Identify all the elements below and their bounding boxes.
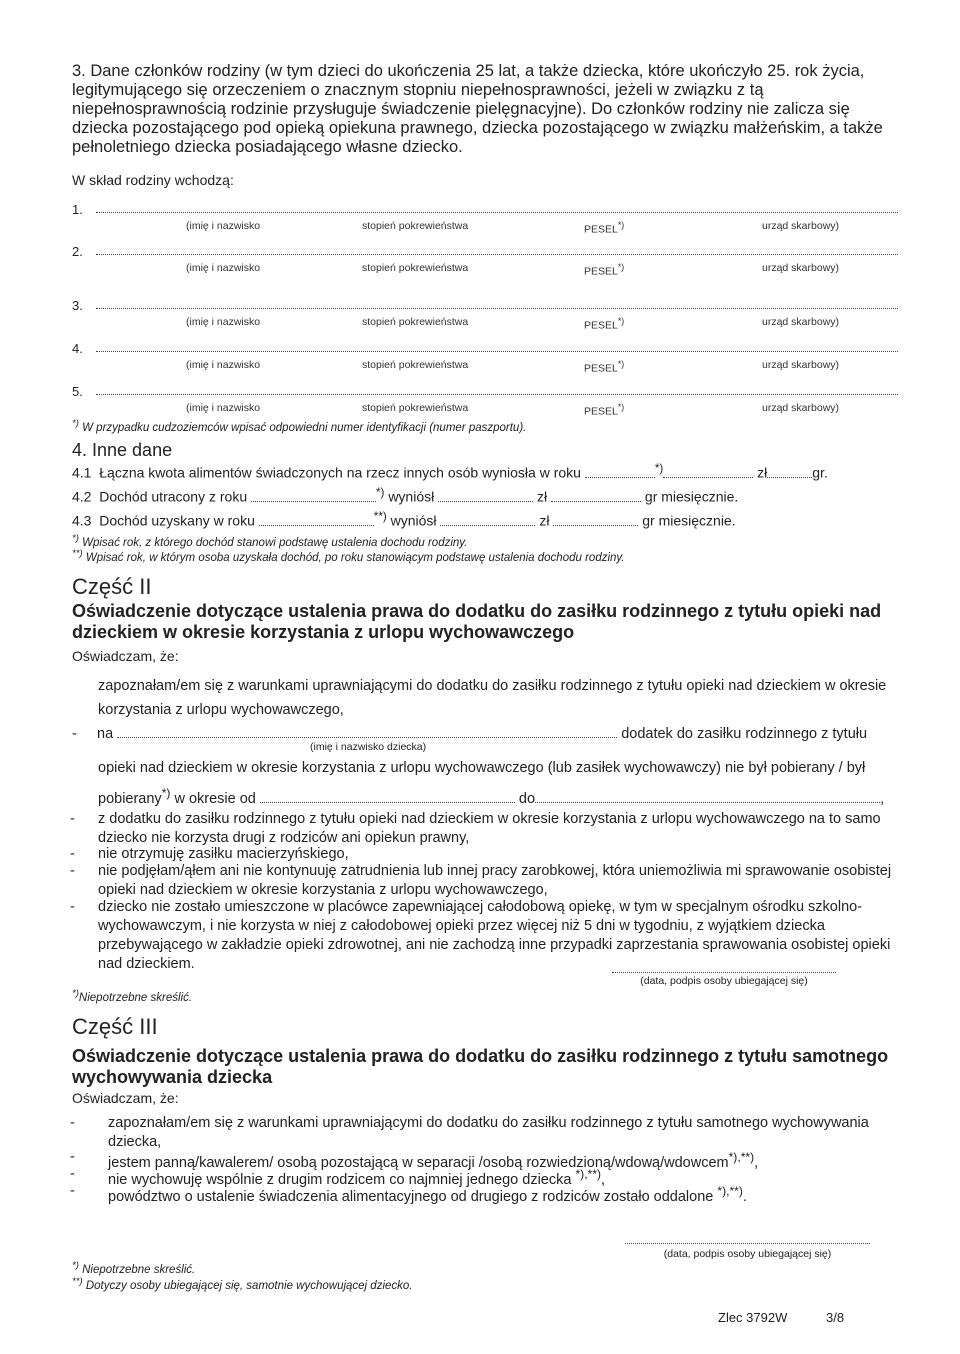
section3-text: 3. Dane członków rodziny (w tym dzieci do ukończenia 25 lat, a także dziecka, które ukończyło 25. rok życia, legitymującego się orzeczeniem o znacznym stopniu niepełnosprawności, jeżeli w związku z tą niepełnosprawnością rodzinie przysługuje świadczenie pielęgnacyjne). Do członków rodziny nie zalicza się dziecka pozostającego pod opieką opiekuna prawnego, dziecka pozostającego w związku małżeńskim, a także pełnoletniego dziecka posiadającego własne dziecko. xyxy=(72,62,883,156)
member-entry-field[interactable] xyxy=(96,254,898,255)
year-field[interactable] xyxy=(585,476,655,478)
page-number: 3/8 xyxy=(826,1310,845,1325)
amount-zl-field[interactable] xyxy=(438,500,533,502)
section4-footnote-2: **) Wpisać rok, w którym osoba uzyskała dochód, po roku stanowiącym podstawę ustalenia dochodu rodziny. xyxy=(72,548,625,564)
label-pesel: PESEL*) xyxy=(584,402,625,418)
part3-bullet-1: - zapoznałam/em się z warunkami uprawniającymi do dodatku do zasiłku rodzinnego z tytułu samotnego wychowywania dziecka, xyxy=(70,1115,869,1150)
family-intro: W skład rodziny wchodzą: xyxy=(72,172,234,188)
label-pesel: PESEL*) xyxy=(584,220,625,236)
amount-zl-field[interactable] xyxy=(663,476,753,478)
member-number: 4. xyxy=(72,341,83,356)
member-entry-field[interactable] xyxy=(96,212,898,213)
row-4-2: 4.2 Dochód utracony z roku *) wyniósł zł gr miesięcznie. xyxy=(72,486,739,505)
label-relation: stopień pokrewieństwa xyxy=(362,359,469,371)
label-office: urząd skarbowy) xyxy=(762,316,840,328)
part3-bullet-3: - nie wychowuję wspólnie z drugim rodzicem co najmniej jednego dziecka *),**), xyxy=(70,1166,606,1188)
part3-intro: Oświadczam, że: xyxy=(72,1090,179,1106)
form-code: Zlec 3792W xyxy=(718,1310,788,1325)
part3-title: Część III xyxy=(72,1014,158,1039)
label-office: urząd skarbowy) xyxy=(762,402,840,414)
part2-signature-label: (data, podpis osoby ubiegającej się) xyxy=(640,975,808,987)
amount-gr-field[interactable] xyxy=(767,476,812,478)
label-pesel: PESEL*) xyxy=(584,359,625,375)
row-4-3: 4.3 Dochód uzyskany w roku **) wyniósł zł gr miesięcznie. xyxy=(72,510,736,529)
member-entry-field[interactable] xyxy=(96,394,898,395)
label-name: (imię i nazwisko xyxy=(186,402,261,414)
part2-bullet-2: - na dodatek do zasiłku rodzinnego z tytułu xyxy=(72,726,868,742)
label-name: (imię i nazwisko xyxy=(186,262,261,274)
part2-heading: Oświadczenie dotyczące ustalenia prawa do dodatku do zasiłku rodzinnego z tytułu opieki nad dzieckiem w okresie korzystania z urlopu wychowawczego xyxy=(72,601,882,642)
label-office: urząd skarbowy) xyxy=(762,220,840,232)
part2-title: Część II xyxy=(72,574,152,599)
part2-bullet-2-line3: pobierany*) w okresie od do , xyxy=(98,786,885,807)
member-number: 3. xyxy=(72,298,83,313)
label-name: (imię i nazwisko xyxy=(186,316,261,328)
part3-signature-field[interactable] xyxy=(625,1243,870,1244)
part2-bullet-2-line2: opieki nad dzieckiem w okresie korzystania z urlopu wychowawczego (lub zasiłek wychowawczy) nie był pobierany / był xyxy=(98,760,866,776)
part2-bullet-3: - z dodatku do zasiłku rodzinnego z tytułu opieki nad dzieckiem w okresie korzystania z urlopu wychowawczego na to samo dziecko nie korzysta drugi z rodziców ani opiekun prawny, xyxy=(70,811,881,846)
label-office: urząd skarbowy) xyxy=(762,262,840,274)
amount-gr-field[interactable] xyxy=(553,524,638,526)
period-to-field[interactable] xyxy=(535,801,880,803)
year-field[interactable] xyxy=(251,500,376,502)
section3-footnote: *) W przypadku cudzoziemców wpisać odpowiedni numer identyfikacji (numer paszportu). xyxy=(72,418,527,434)
amount-gr-field[interactable] xyxy=(551,500,641,502)
member-entry-field[interactable] xyxy=(96,308,898,309)
label-pesel: PESEL*) xyxy=(584,262,625,278)
child-name-label: (imię i nazwisko dziecka) xyxy=(310,741,427,753)
member-number: 2. xyxy=(72,244,83,259)
part3-heading: Oświadczenie dotyczące ustalenia prawa do dodatku do zasiłku rodzinnego z tytułu samotnego wychowywania dziecka xyxy=(72,1046,889,1087)
part2-bullet-1: zapoznałam/em się z warunkami uprawniającymi do dodatku do zasiłku rodzinnego z tytułu opieki nad dzieckiem w okresie korzystania z urlopu wychowawczego, xyxy=(98,678,887,718)
part3-footnote-2: **) Dotyczy osoby ubiegającej się, samotnie wychowującej dziecko. xyxy=(72,1276,413,1292)
part2-bullet-6: - dziecko nie zostało umieszczone w placówce zapewniającej całodobową opiekę, w tym w specjalnym ośrodku szkolno-wychowawczym, i nie korzysta w niej z całodobowej opieki przez więcej niż 5 dni w tygodniu, z wyjątkiem dziecka przebywającego w zakładzie opieki zdrowotnej, ani nie zachodzą inne przypadki zaprzestania sprawowania osobistej opieki nad dzieckiem. xyxy=(70,899,891,972)
family-member-row xyxy=(72,341,898,373)
part3-bullet-4: - powództwo o ustalenie świadczenia alimentacyjnego od drugiego z rodziców zostało oddalone *),**). xyxy=(70,1183,747,1205)
part2-signature-field[interactable] xyxy=(612,972,836,973)
member-number: 5. xyxy=(72,384,83,399)
amount-zl-field[interactable] xyxy=(440,524,535,526)
label-relation: stopień pokrewieństwa xyxy=(362,402,469,414)
part2-intro: Oświadczam, że: xyxy=(72,648,179,664)
section4-title: 4. Inne dane xyxy=(72,440,173,460)
period-from-field[interactable] xyxy=(260,801,515,803)
label-relation: stopień pokrewieństwa xyxy=(362,220,469,232)
family-member-row xyxy=(72,244,898,276)
member-number: 1. xyxy=(72,202,83,217)
part2-bullet-4: - nie otrzymuję zasiłku macierzyńskiego, xyxy=(70,846,349,862)
family-member-row xyxy=(72,298,898,330)
family-member-row xyxy=(72,202,898,234)
part3-signature-label: (data, podpis osoby ubiegającej się) xyxy=(663,1248,832,1260)
child-name-field[interactable] xyxy=(117,736,617,738)
section4-footnote-1: *) Wpisać rok, z którego dochód stanowi podstawę ustalenia dochodu rodziny. xyxy=(72,533,468,549)
label-name: (imię i nazwisko xyxy=(186,359,261,371)
part2-bullet-5: - nie podjęłam/ąłem ani nie kontynuuję zatrudnienia lub innej pracy zarobkowej, która uniemożliwia mi sprawowanie osobistej opieki nad dzieckiem w okresie korzystania z urlopu wychowawczego, xyxy=(70,863,892,898)
part3-footnote-1: *) Niepotrzebne skreślić. xyxy=(72,1260,196,1276)
label-pesel: PESEL*) xyxy=(584,316,625,332)
part2-footnote: *)Niepotrzebne skreślić. xyxy=(72,988,193,1004)
label-name: (imię i nazwisko xyxy=(186,220,261,232)
family-member-row xyxy=(72,384,898,416)
part3-bullet-2: - jestem panną/kawalerem/ osobą pozostającą w separacji /osobą rozwiedzioną/wdową/wdowcem*),**), xyxy=(70,1149,759,1171)
label-office: urząd skarbowy) xyxy=(762,359,840,371)
label-relation: stopień pokrewieństwa xyxy=(362,262,469,274)
label-relation: stopień pokrewieństwa xyxy=(362,316,469,328)
year-field[interactable] xyxy=(259,524,374,526)
row-4-1: 4.1 Łączna kwota alimentów świadczonych na rzecz innych osób wyniosła w roku *) zł gr. xyxy=(72,462,828,481)
member-entry-field[interactable] xyxy=(96,351,898,352)
